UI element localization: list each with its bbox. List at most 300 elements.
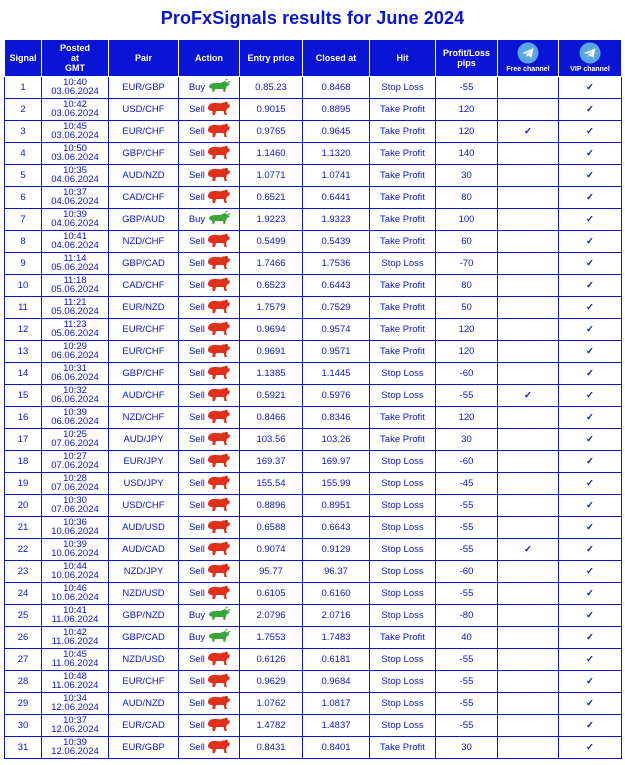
vip-channel-cell — [559, 275, 622, 297]
free-channel-cell — [498, 121, 559, 143]
free-channel-cell — [498, 539, 559, 561]
signal-number: 29 — [5, 693, 42, 715]
action — [179, 231, 240, 253]
posted-at — [42, 473, 109, 495]
profit-loss-pips: -70 — [436, 253, 498, 275]
posted-at — [42, 495, 109, 517]
table-row — [5, 671, 622, 693]
table-row — [5, 143, 622, 165]
vip-channel-cell — [559, 539, 622, 561]
entry-price: 1.9223 — [240, 209, 303, 231]
posted-time: 10:25 — [63, 429, 87, 440]
bear-icon — [207, 584, 231, 603]
closed-at: 1.0817 — [303, 693, 370, 715]
signal-number: 27 — [5, 649, 42, 671]
action-label: Sell — [189, 434, 205, 445]
entry-price: 0.6588 — [240, 517, 303, 539]
telegram-icon[interactable] — [517, 42, 539, 64]
profit-loss-pips: -55 — [436, 715, 498, 737]
profit-loss-pips: 120 — [436, 341, 498, 363]
header-vip-channel[interactable] — [559, 40, 622, 77]
posted-at — [42, 275, 109, 297]
bear-icon — [207, 650, 231, 669]
profit-loss-pips: -55 — [436, 495, 498, 517]
action — [179, 583, 240, 605]
posted-at — [42, 539, 109, 561]
hit: Take Profit — [370, 297, 436, 319]
posted-at — [42, 209, 109, 231]
posted-time: 10:39 — [63, 407, 87, 418]
checkmark-icon: ✓ — [586, 610, 594, 621]
posted-date: 07.06.2024 — [51, 481, 99, 493]
bear-icon — [207, 738, 231, 757]
posted-time: 10:31 — [63, 363, 87, 374]
posted-date: 05.06.2024 — [51, 327, 99, 339]
posted-date: 11.06.2024 — [51, 679, 99, 691]
entry-price: 0.9694 — [240, 319, 303, 341]
hit: Take Profit — [370, 187, 436, 209]
pair: EUR/NZD — [109, 297, 179, 319]
signal-number: 11 — [5, 297, 42, 319]
profit-loss-pips: -45 — [436, 473, 498, 495]
vip-channel-cell — [559, 99, 622, 121]
bear-icon — [207, 144, 231, 163]
header-closed: Closed at — [303, 40, 370, 77]
action — [179, 77, 240, 99]
action — [179, 715, 240, 737]
posted-at — [42, 121, 109, 143]
pair: USD/CHF — [109, 99, 179, 121]
free-channel-cell — [498, 495, 559, 517]
table-row — [5, 319, 622, 341]
vip-channel-cell — [559, 627, 622, 649]
free-channel-cell — [498, 583, 559, 605]
signal-number: 23 — [5, 561, 42, 583]
free-channel-cell — [498, 319, 559, 341]
action — [179, 451, 240, 473]
closed-at: 0.6643 — [303, 517, 370, 539]
free-channel-cell — [498, 561, 559, 583]
profit-loss-pips: 140 — [436, 143, 498, 165]
table-row — [5, 605, 622, 627]
action-label: Sell — [189, 368, 205, 379]
profit-loss-pips: 30 — [436, 429, 498, 451]
signal-number: 13 — [5, 341, 42, 363]
hit: Stop Loss — [370, 385, 436, 407]
vip-channel-cell — [559, 319, 622, 341]
closed-at: 0.9574 — [303, 319, 370, 341]
posted-time: 10:50 — [63, 143, 87, 154]
posted-at — [42, 297, 109, 319]
checkmark-icon: ✓ — [586, 588, 594, 599]
posted-date: 03.06.2024 — [51, 85, 99, 97]
action-label: Sell — [189, 258, 205, 269]
pair: GBP/CHF — [109, 143, 179, 165]
posted-date: 11.06.2024 — [51, 657, 99, 669]
signal-number: 30 — [5, 715, 42, 737]
table-row — [5, 407, 622, 429]
signal-number: 7 — [5, 209, 42, 231]
posted-at — [42, 583, 109, 605]
vip-channel-cell — [559, 517, 622, 539]
action — [179, 187, 240, 209]
bear-icon — [207, 100, 231, 119]
bear-icon — [207, 122, 231, 141]
pair: AUD/NZD — [109, 693, 179, 715]
closed-at: 1.9323 — [303, 209, 370, 231]
posted-time: 10:44 — [63, 561, 87, 572]
posted-date: 05.06.2024 — [51, 283, 99, 295]
signal-number: 24 — [5, 583, 42, 605]
posted-at — [42, 341, 109, 363]
posted-at — [42, 385, 109, 407]
free-channel-cell — [498, 627, 559, 649]
bear-icon — [207, 232, 231, 251]
free-channel-cell — [498, 165, 559, 187]
pair: NZD/USD — [109, 649, 179, 671]
checkmark-icon: ✓ — [586, 346, 594, 357]
posted-time: 10:42 — [63, 99, 87, 110]
free-channel-cell — [498, 363, 559, 385]
signal-number: 14 — [5, 363, 42, 385]
checkmark-icon: ✓ — [586, 324, 594, 335]
checkmark-icon: ✓ — [586, 236, 594, 247]
signal-number: 9 — [5, 253, 42, 275]
header-free-channel[interactable] — [498, 40, 559, 77]
profit-loss-pips: 120 — [436, 319, 498, 341]
pair: GBP/CAD — [109, 627, 179, 649]
free-channel-cell — [498, 671, 559, 693]
table-row — [5, 275, 622, 297]
closed-at: 0.5976 — [303, 385, 370, 407]
action — [179, 671, 240, 693]
signal-number: 21 — [5, 517, 42, 539]
checkmark-icon: ✓ — [586, 82, 594, 93]
signal-number: 18 — [5, 451, 42, 473]
vip-channel-cell — [559, 297, 622, 319]
profit-loss-pips: 120 — [436, 407, 498, 429]
action-label: Buy — [188, 214, 206, 225]
action — [179, 275, 240, 297]
posted-time: 10:28 — [63, 473, 87, 484]
bear-icon — [207, 518, 231, 537]
pair: EUR/GBP — [109, 77, 179, 99]
posted-at — [42, 693, 109, 715]
bear-icon — [207, 254, 231, 273]
table-row — [5, 539, 622, 561]
closed-at: 0.6181 — [303, 649, 370, 671]
vip-channel-cell — [559, 583, 622, 605]
action — [179, 649, 240, 671]
free-channel-cell — [498, 77, 559, 99]
table-row — [5, 231, 622, 253]
table-row — [5, 77, 622, 99]
closed-at: 0.7529 — [303, 297, 370, 319]
free-channel-cell — [498, 429, 559, 451]
table-row — [5, 517, 622, 539]
action — [179, 341, 240, 363]
pair: EUR/JPY — [109, 451, 179, 473]
posted-time: 10:39 — [63, 539, 87, 550]
vip-channel-cell — [559, 143, 622, 165]
posted-at — [42, 627, 109, 649]
checkmark-icon: ✓ — [586, 214, 594, 225]
entry-price: 0.9015 — [240, 99, 303, 121]
table-row — [5, 341, 622, 363]
header-hit: Hit — [370, 40, 436, 77]
posted-time: 10:37 — [63, 715, 87, 726]
action-label: Sell — [189, 654, 205, 665]
posted-date: 12.06.2024 — [51, 701, 99, 713]
header-posted-line3: GMT — [65, 63, 85, 73]
page-title: ProFxSignals results for June 2024 — [160, 8, 465, 28]
pair: USD/JPY — [109, 473, 179, 495]
action — [179, 253, 240, 275]
posted-time: 10:41 — [63, 231, 87, 242]
closed-at: 96.37 — [303, 561, 370, 583]
posted-at — [42, 319, 109, 341]
posted-time: 10:35 — [63, 165, 87, 176]
pair: GBP/CAD — [109, 253, 179, 275]
free-channel-cell — [498, 517, 559, 539]
pair: NZD/USD — [109, 583, 179, 605]
posted-time: 10:39 — [63, 209, 87, 220]
free-channel-cell — [498, 209, 559, 231]
table-row — [5, 253, 622, 275]
results-table — [4, 39, 622, 759]
checkmark-icon: ✓ — [586, 478, 594, 489]
entry-price: 0.6521 — [240, 187, 303, 209]
free-channel-cell — [498, 715, 559, 737]
posted-date: 10.06.2024 — [51, 569, 99, 581]
checkmark-icon: ✓ — [586, 522, 594, 533]
vip-channel-cell — [559, 385, 622, 407]
profit-loss-pips: -60 — [436, 363, 498, 385]
vip-channel-cell — [559, 605, 622, 627]
profit-loss-pips: 120 — [436, 99, 498, 121]
posted-at — [42, 77, 109, 99]
posted-time: 10:48 — [63, 671, 87, 682]
posted-at — [42, 165, 109, 187]
hit: Stop Loss — [370, 693, 436, 715]
entry-price: 1.4782 — [240, 715, 303, 737]
posted-date: 10.06.2024 — [51, 525, 99, 537]
hit: Take Profit — [370, 275, 436, 297]
table-row — [5, 187, 622, 209]
action-label: Sell — [189, 390, 205, 401]
closed-at: 0.6441 — [303, 187, 370, 209]
action-label: Sell — [189, 236, 205, 247]
posted-at — [42, 561, 109, 583]
posted-time: 11:21 — [63, 297, 87, 308]
checkmark-icon: ✓ — [524, 390, 532, 401]
entry-price: 1.0762 — [240, 693, 303, 715]
vip-channel-cell — [559, 77, 622, 99]
hit: Stop Loss — [370, 451, 436, 473]
vip-channel-cell — [559, 451, 622, 473]
vip-channel-cell — [559, 693, 622, 715]
header-action: Action — [179, 40, 240, 77]
vip-channel-cell — [559, 495, 622, 517]
signal-number: 28 — [5, 671, 42, 693]
action — [179, 561, 240, 583]
profit-loss-pips: -60 — [436, 451, 498, 473]
posted-date: 05.06.2024 — [51, 261, 99, 273]
bear-icon — [207, 276, 231, 295]
posted-at — [42, 737, 109, 759]
entry-price: 0.9074 — [240, 539, 303, 561]
hit: Take Profit — [370, 209, 436, 231]
action — [179, 319, 240, 341]
free-channel-cell — [498, 407, 559, 429]
posted-time: 11:23 — [63, 319, 87, 330]
signal-number: 31 — [5, 737, 42, 759]
signal-number: 1 — [5, 77, 42, 99]
profit-loss-pips: -60 — [436, 561, 498, 583]
free-channel-cell — [498, 275, 559, 297]
posted-at — [42, 649, 109, 671]
closed-at: 0.8951 — [303, 495, 370, 517]
posted-at — [42, 407, 109, 429]
action — [179, 209, 240, 231]
action-label: Sell — [189, 742, 205, 753]
action-label: Sell — [189, 456, 205, 467]
action — [179, 429, 240, 451]
pair: AUD/CAD — [109, 539, 179, 561]
action — [179, 539, 240, 561]
hit: Stop Loss — [370, 363, 436, 385]
bear-icon — [207, 408, 231, 427]
action-label: Sell — [189, 676, 205, 687]
free-channel-cell — [498, 451, 559, 473]
bear-icon — [207, 188, 231, 207]
posted-time: 10:40 — [63, 77, 87, 88]
bull-icon — [207, 79, 231, 96]
action-label: Sell — [189, 522, 205, 533]
posted-at — [42, 451, 109, 473]
closed-at: 1.1320 — [303, 143, 370, 165]
closed-at: 0.8346 — [303, 407, 370, 429]
closed-at: 0.8895 — [303, 99, 370, 121]
action-label: Sell — [189, 148, 205, 159]
entry-price: 95.77 — [240, 561, 303, 583]
posted-date: 06.06.2024 — [51, 393, 99, 405]
profit-loss-pips: 40 — [436, 627, 498, 649]
action — [179, 143, 240, 165]
checkmark-icon: ✓ — [524, 126, 532, 137]
checkmark-icon: ✓ — [586, 104, 594, 115]
free-channel-cell — [498, 231, 559, 253]
pair: AUD/NZD — [109, 165, 179, 187]
pair: EUR/CHF — [109, 671, 179, 693]
posted-date: 10.06.2024 — [51, 591, 99, 603]
checkmark-icon: ✓ — [586, 368, 594, 379]
action-label: Sell — [189, 346, 205, 357]
header-pl — [436, 40, 498, 77]
hit: Stop Loss — [370, 77, 436, 99]
profit-loss-pips: -55 — [436, 385, 498, 407]
table-row — [5, 297, 622, 319]
pair: EUR/CHF — [109, 319, 179, 341]
posted-time: 10:27 — [63, 451, 87, 462]
table-row — [5, 363, 622, 385]
profit-loss-pips: -80 — [436, 605, 498, 627]
action — [179, 363, 240, 385]
posted-at — [42, 671, 109, 693]
free-channel-cell — [498, 341, 559, 363]
table-row — [5, 649, 622, 671]
entry-price: 0.9691 — [240, 341, 303, 363]
entry-price: 0.85.23 — [240, 77, 303, 99]
closed-at: 103.26 — [303, 429, 370, 451]
posted-time: 10:37 — [63, 187, 87, 198]
telegram-icon[interactable] — [579, 42, 601, 64]
posted-date: 11.06.2024 — [51, 635, 99, 647]
posted-time: 10:30 — [63, 495, 87, 506]
free-channel-cell — [498, 143, 559, 165]
signal-number: 3 — [5, 121, 42, 143]
signal-number: 8 — [5, 231, 42, 253]
table-row — [5, 165, 622, 187]
posted-date: 03.06.2024 — [51, 129, 99, 141]
checkmark-icon: ✓ — [586, 566, 594, 577]
posted-time: 11:14 — [63, 253, 87, 264]
vip-channel-cell — [559, 429, 622, 451]
pair: CAD/CHF — [109, 187, 179, 209]
vip-channel-cell — [559, 121, 622, 143]
action — [179, 627, 240, 649]
action — [179, 297, 240, 319]
free-channel-label: Free channel — [506, 65, 550, 73]
vip-channel-cell — [559, 561, 622, 583]
posted-time: 10:45 — [63, 121, 87, 132]
pair: EUR/CHF — [109, 121, 179, 143]
pair: EUR/CHF — [109, 341, 179, 363]
free-channel-cell — [498, 187, 559, 209]
posted-date: 10.06.2024 — [51, 547, 99, 559]
bear-icon — [207, 562, 231, 581]
header-pair: Pair — [109, 40, 179, 77]
free-channel-cell — [498, 693, 559, 715]
action-label: Sell — [189, 412, 205, 423]
free-channel-cell — [498, 99, 559, 121]
action — [179, 165, 240, 187]
vip-channel-cell — [559, 715, 622, 737]
vip-channel-cell — [559, 187, 622, 209]
profit-loss-pips: 120 — [436, 121, 498, 143]
signal-number: 10 — [5, 275, 42, 297]
closed-at: 0.9645 — [303, 121, 370, 143]
closed-at: 0.9571 — [303, 341, 370, 363]
closed-at: 0.8468 — [303, 77, 370, 99]
posted-time: 10:32 — [63, 385, 87, 396]
hit: Take Profit — [370, 319, 436, 341]
hit: Take Profit — [370, 737, 436, 759]
free-channel-cell — [498, 605, 559, 627]
table-row — [5, 737, 622, 759]
action-label: Sell — [189, 566, 205, 577]
entry-price: 0.5499 — [240, 231, 303, 253]
posted-date: 04.06.2024 — [51, 195, 99, 207]
vip-channel-cell — [559, 649, 622, 671]
action-label: Sell — [189, 324, 205, 335]
table-row — [5, 209, 622, 231]
action — [179, 737, 240, 759]
bear-icon — [207, 716, 231, 735]
table-row — [5, 473, 622, 495]
action-label: Sell — [189, 302, 205, 313]
checkmark-icon: ✓ — [586, 390, 594, 401]
